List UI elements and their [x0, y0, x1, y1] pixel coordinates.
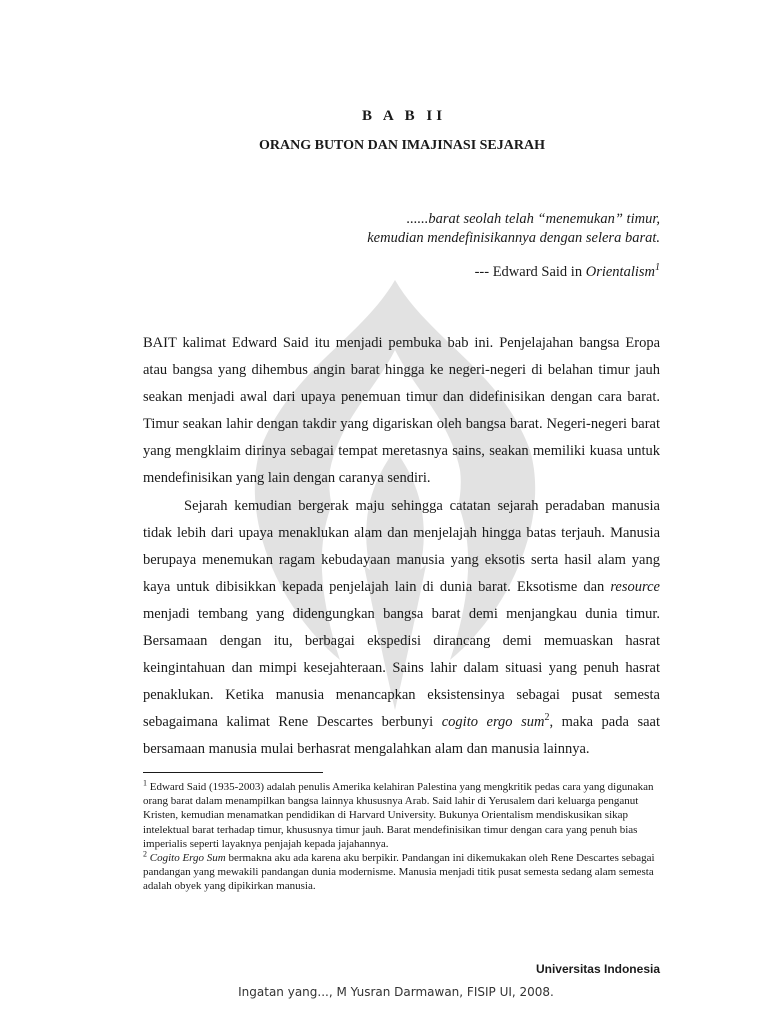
footnotes	[143, 780, 663, 894]
paragraph-2	[143, 493, 660, 764]
body-text	[143, 330, 660, 764]
paragraph-1: BAIT kalimat Edward Said itu menjadi pembuka bab ini. Penjelajahan bangsa Eropa atau bangsa yang dihembus angin barat hingga ke negeri-negeri di belahan timur jauh seakan menjadi awal dari upaya penemuan timur dan didefinisikan dengan cara barat. Timur seakan lahir dengan takdir yang digariskan oleh bangsa barat. Negeri-negeri barat yang mengklaim dirinya sebagai tempat meretasnya sains, seakan memiliki kuasa untuk mendefinisikan yang lain dengan caranya sendiri.	[143, 335, 660, 487]
footnote-divider	[143, 772, 323, 773]
page-footer: Ingatan yang..., M Yusran Darmawan, FISIP UI, 2008.	[238, 985, 554, 999]
footnote-1	[143, 780, 663, 851]
paragraph-2-part-a: Sejarah kemudian bergerak maju sehingga catatan sejarah peradaban manusia tidak lebih dari upaya menaklukan alam dan menjelajah hingga batas terjauh. Manusia berupaya menemukan ragam kebudayaan manusia yang eksotis serta hasil alam yang kaya untuk dibisikkan kepada penjelajah lain di dunia barat. Eksotisme dan	[143, 497, 660, 595]
italic-term-resource: resource	[610, 578, 660, 595]
footnote-2-term: Cogito Ergo Sum	[149, 852, 226, 865]
chapter-title: ORANG BUTON DAN IMAJINASI SEJARAH	[259, 138, 545, 153]
attribution-work: Orientalism	[585, 263, 655, 280]
footnote-1-number: 1	[143, 778, 147, 788]
footnote-ref-1[interactable]: 1	[655, 262, 660, 273]
paragraph-2-part-c: , maka pada saat bersamaan manusia mulai berhasrat mengalahkan alam dan manusia lainnya.	[143, 714, 660, 758]
attribution-prefix: --- Edward Said in	[474, 263, 586, 280]
chapter-number: B A B II	[361, 108, 447, 124]
footnote-2-text: bermakna aku ada karena aku berpikir. Pandangan ini dikemukakan oleh Rene Descartes sebagai pandangan yang mewakili pandangan dunia modernisme. Manusia menjadi titik pusat semesta sedang alam semesta adalah obyek yang dipikirkan manusia.	[143, 852, 655, 893]
footnote-ref-2[interactable]: 2	[544, 712, 550, 724]
paragraph-2-part-b: menjadi tembang yang didengungkan bangsa barat demi menjangkau dunia timur. Bersamaan dengan itu, berbagai ekspedisi dirancang demi memuaskan hasrat keingintahuan dan mimpi kesejahteraan. Sains lahir dalam situasi yang penuh hasrat penaklukan. Ketika manusia menancapkan eksistensinya sebagai pusat semesta sebagaimana kalimat Rene Descartes berbunyi	[143, 605, 660, 731]
epigraph	[367, 210, 660, 248]
epigraph-line-1: ......barat seolah telah “menemukan” timur,	[406, 211, 660, 227]
epigraph-attribution	[475, 262, 660, 281]
footnote-2-number: 2	[143, 849, 147, 859]
footnote-2	[143, 851, 663, 894]
institution-label: Universitas Indonesia	[535, 962, 660, 976]
epigraph-line-2: kemudian mendefinisikannya dengan selera barat.	[367, 230, 660, 246]
footnote-1-text: Edward Said (1935-2003) adalah penulis Amerika kelahiran Palestina yang mengkritik pedas cara yang digunakan orang barat dalam menampilkan bangsa lainnya khususnya Arab. Said lahir di Yerusalem dari keluarga penganut Kristen, kemudian menamatkan pendidikan di Harvard University. Bukunya Orientalism mendiskusikan sikap intelektual barat terhadap timur, khususnya timur jauh. Barat mendefinisikan timur dengan cara yang penuh bias imperialis seperti layaknya penjajah kepada jajahannya.	[143, 781, 654, 850]
italic-term-cogito: cogito ergo sum	[441, 714, 545, 731]
